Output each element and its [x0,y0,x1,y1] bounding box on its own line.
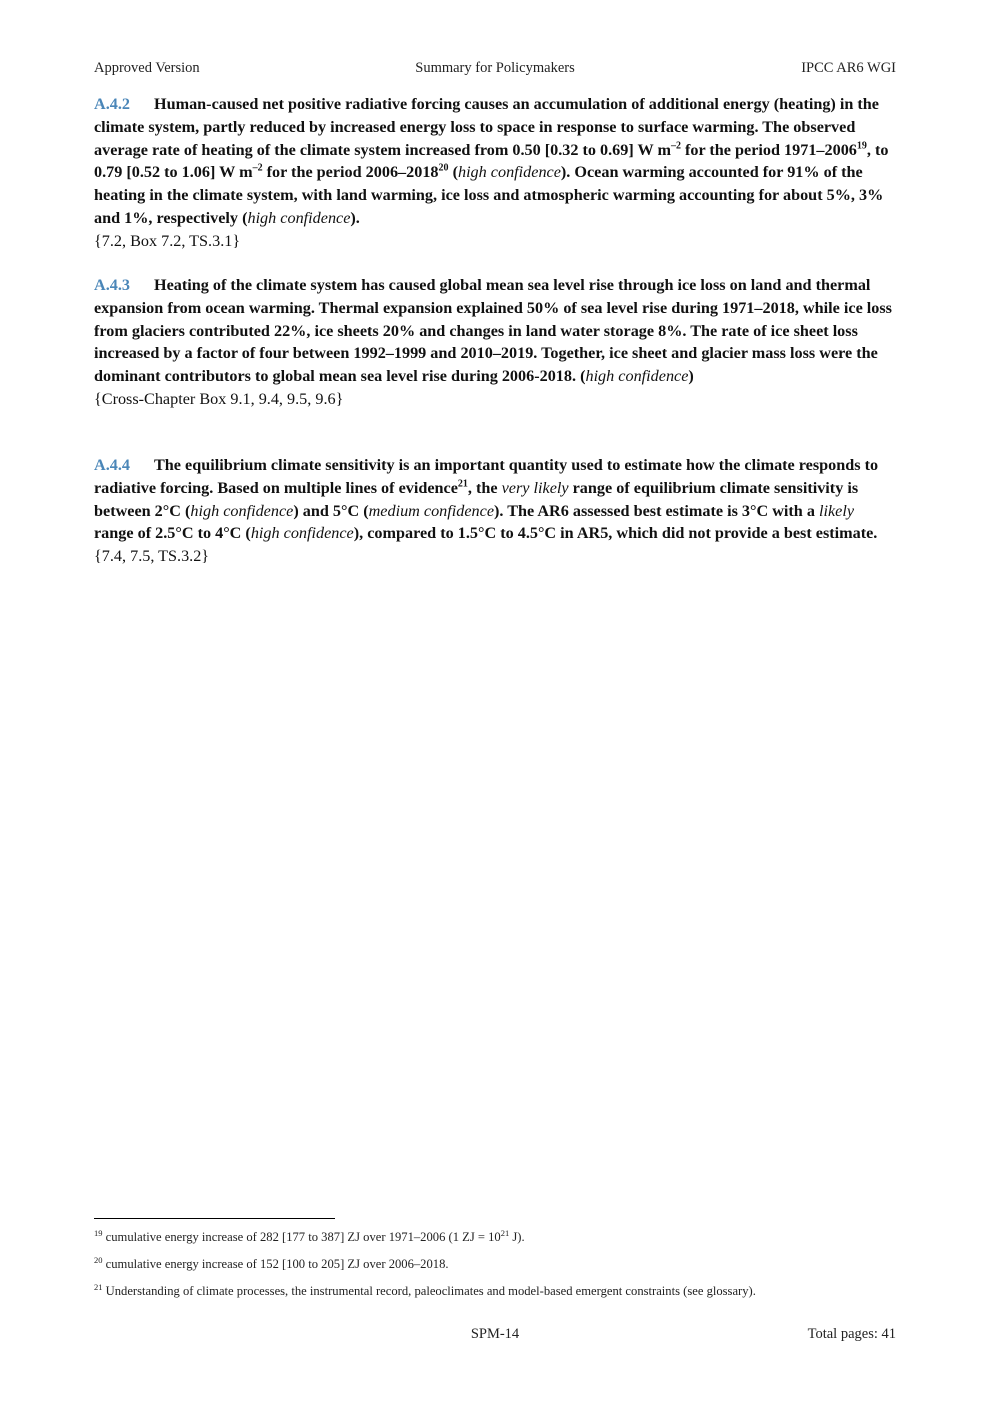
section-references: {Cross-Chapter Box 9.1, 9.4, 9.5, 9.6} [94,389,344,408]
header-report: IPCC AR6 WGI [801,60,896,76]
page-header [94,60,896,80]
footnote-number: 20 [94,1255,103,1265]
likelihood-term: likely [819,501,855,520]
confidence-term: high confidence [585,367,689,386]
confidence-term: high confidence [247,208,351,227]
page-number: SPM-14 [470,1326,520,1342]
confidence-term: medium confidence [368,501,495,520]
header-version: Approved Version [94,60,200,76]
section-paragraph: A.4.3 Heating of the climate system has caused global mean sea level rise through ice loss on land and thermal expansion from ocean warming. Thermal expansion explained 50% of sea level rise during 1971–2018, while ice loss from glaciers contributed 22%, ice sheets 20% and changes in land water storage 8%. The rate of ice sheet loss increased by a factor of four between 1992–1999 and 2010–2019. Together, ice sheet and glacier mass loss were the dominant contributors to global mean sea level rise during 2006-2018. (high confidence) [94,276,892,386]
confidence-term: high confidence [250,524,354,543]
total-pages: Total pages: 41 [807,1326,896,1342]
confidence-term: high confidence [190,501,294,520]
header-title: Summary for Policymakers [415,60,575,76]
section-paragraph: A.4.2 Human-caused net positive radiative forcing causes an accumulation of additional energy (heating) in the climate system, partly reduced by increased energy loss to space in response to surface warming. The observed average rate of heating of the climate system increased from 0.50 [0.32 to 0.69] W $m^{-2}$ for the period 1971–2006$^{19}$, to 0.79 [0.52 to 1.06] W $m^{-2}$ for the period 2006–2018$^{20}$ (high confidence). Ocean warming accounted for 91% of the heating in the climate system, with land warming, ice loss and atmospheric warming accounting for about 5%, 3% and 1%, respectively (high confidence). [94,95,889,227]
section-label: A.4.4 [94,456,130,474]
footnote-number: 21 [94,1282,103,1292]
section-a-4-3 [94,274,894,411]
footnote-ref: 19 [856,140,867,152]
section-references: {7.4, 7.5, TS.3.2} [94,547,210,566]
footnote-ref: 21 [457,478,468,490]
footnote-number: 19 [94,1228,103,1238]
section-paragraph: A.4.4 The equilibrium climate sensitivity is an important quantity used to estimate how the climate responds to radiative forcing. Based on multiple lines of evidence$^{21}$, the very likely range of equilibrium climate sensitivity is between 2°C (high confidence) and 5°C (medium confidence). The AR6 assessed best estimate is 3°C with a likely range of 2.5°C to 4°C (high confidence), compared to 1.5°C to 4.5°C in AR5, which did not provide a best estimate. [94,456,879,543]
confidence-term: high confidence [457,163,561,182]
section-references: {7.2, Box 7.2, TS.3.1} [94,231,241,250]
footnote-ref: 20 [438,163,449,174]
footnote-divider [94,1218,335,1219]
section-label: A.4.3 [94,276,130,294]
footnote-20: $^{20}$ cumulative energy increase of 152 [100 to 205] ZJ over 2006–2018. [94,1255,449,1272]
unit-exponent: –2 [252,163,263,174]
footnote-21: $^{21}$ Understanding of climate processes, the instrumental record, paleoclimates and model-based emergent constraints (see glossary). [94,1282,756,1299]
section-a-4-2 [94,93,894,253]
page-footer [94,1326,896,1346]
likelihood-term: very likely [501,478,569,497]
footnote-19: $^{19}$ cumulative energy increase of 282 [177 to 387] ZJ over 1971–2006 (1 ZJ = $10^{21}$ J). [94,1228,525,1245]
section-a-4-4 [94,454,894,568]
section-label: A.4.2 [94,95,130,113]
unit-exponent: –2 [670,140,681,152]
